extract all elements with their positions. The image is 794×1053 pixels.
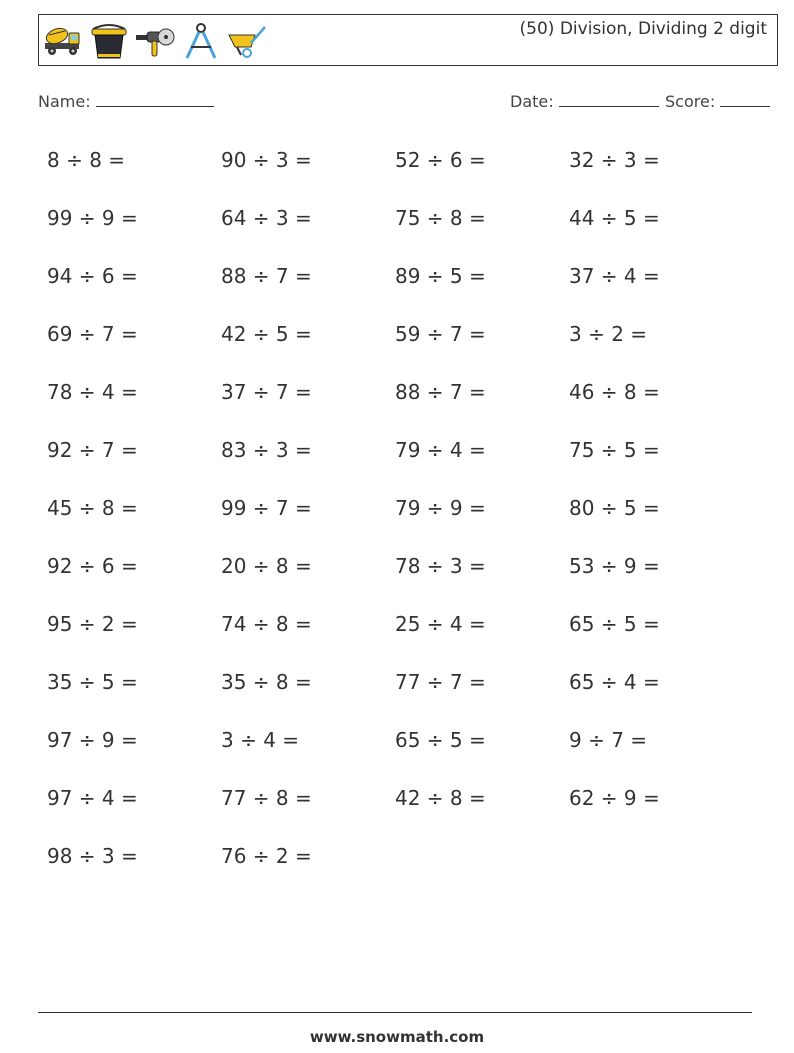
problem-item: 25 ÷ 4 =: [395, 612, 486, 636]
score-field[interactable]: [665, 92, 770, 111]
score-label: Score:: [665, 92, 716, 111]
problem-item: 35 ÷ 5 =: [47, 670, 138, 694]
problem-item: 3 ÷ 4 =: [221, 728, 300, 752]
problem-item: 98 ÷ 3 =: [47, 844, 138, 868]
problem-item: 9 ÷ 7 =: [569, 728, 648, 752]
name-label: Name:: [38, 92, 91, 111]
problem-item: 75 ÷ 8 =: [395, 206, 486, 230]
problem-item: 95 ÷ 2 =: [47, 612, 138, 636]
angle-grinder-icon: [135, 21, 175, 61]
problem-item: 37 ÷ 4 =: [569, 264, 660, 288]
problem-item: 79 ÷ 9 =: [395, 496, 486, 520]
problem-item: 69 ÷ 7 =: [47, 322, 138, 346]
problem-item: 78 ÷ 3 =: [395, 554, 486, 578]
problem-item: 99 ÷ 9 =: [47, 206, 138, 230]
problem-item: 3 ÷ 2 =: [569, 322, 648, 346]
problem-item: 76 ÷ 2 =: [221, 844, 312, 868]
score-blank-line[interactable]: [720, 92, 770, 107]
problem-item: 94 ÷ 6 =: [47, 264, 138, 288]
date-blank-line[interactable]: [559, 92, 659, 107]
footer-divider: [38, 1012, 752, 1013]
problem-item: 20 ÷ 8 =: [221, 554, 312, 578]
problem-item: 35 ÷ 8 =: [221, 670, 312, 694]
problem-item: 46 ÷ 8 =: [569, 380, 660, 404]
problem-item: 74 ÷ 8 =: [221, 612, 312, 636]
problem-item: 44 ÷ 5 =: [569, 206, 660, 230]
problem-item: 79 ÷ 4 =: [395, 438, 486, 462]
problem-item: 59 ÷ 7 =: [395, 322, 486, 346]
problem-item: 97 ÷ 9 =: [47, 728, 138, 752]
problem-item: 88 ÷ 7 =: [395, 380, 486, 404]
worksheet-header: [38, 14, 778, 66]
date-field[interactable]: [510, 92, 659, 111]
problem-item: 90 ÷ 3 =: [221, 148, 312, 172]
problem-item: 52 ÷ 6 =: [395, 148, 486, 172]
problem-item: 97 ÷ 4 =: [47, 786, 138, 810]
header-icons: [43, 21, 267, 61]
problem-item: 62 ÷ 9 =: [569, 786, 660, 810]
problem-item: 42 ÷ 8 =: [395, 786, 486, 810]
problem-item: 65 ÷ 4 =: [569, 670, 660, 694]
problem-item: 8 ÷ 8 =: [47, 148, 126, 172]
problem-item: 65 ÷ 5 =: [395, 728, 486, 752]
date-label: Date:: [510, 92, 554, 111]
problem-item: 88 ÷ 7 =: [221, 264, 312, 288]
wheelbarrow-icon: [227, 21, 267, 61]
problem-item: 45 ÷ 8 =: [47, 496, 138, 520]
footer-website: www.snowmath.com: [309, 1028, 485, 1046]
problem-item: 92 ÷ 6 =: [47, 554, 138, 578]
name-blank-line[interactable]: [96, 92, 214, 107]
problem-item: 77 ÷ 7 =: [395, 670, 486, 694]
problem-item: 99 ÷ 7 =: [221, 496, 312, 520]
problem-item: 37 ÷ 7 =: [221, 380, 312, 404]
problem-item: 80 ÷ 5 =: [569, 496, 660, 520]
problem-item: 92 ÷ 7 =: [47, 438, 138, 462]
cement-truck-icon: [43, 21, 83, 61]
worksheet-title: (50) Division, Dividing 2 digit: [519, 19, 767, 39]
problem-item: 78 ÷ 4 =: [47, 380, 138, 404]
problem-item: 53 ÷ 9 =: [569, 554, 660, 578]
problem-item: 75 ÷ 5 =: [569, 438, 660, 462]
problem-item: 89 ÷ 5 =: [395, 264, 486, 288]
problem-item: 64 ÷ 3 =: [221, 206, 312, 230]
bucket-icon: [89, 21, 129, 61]
problem-item: 32 ÷ 3 =: [569, 148, 660, 172]
compass-icon: [181, 21, 221, 61]
problem-item: 83 ÷ 3 =: [221, 438, 312, 462]
problem-item: 65 ÷ 5 =: [569, 612, 660, 636]
name-field[interactable]: [38, 92, 214, 111]
problem-item: 77 ÷ 8 =: [221, 786, 312, 810]
problem-item: 42 ÷ 5 =: [221, 322, 312, 346]
